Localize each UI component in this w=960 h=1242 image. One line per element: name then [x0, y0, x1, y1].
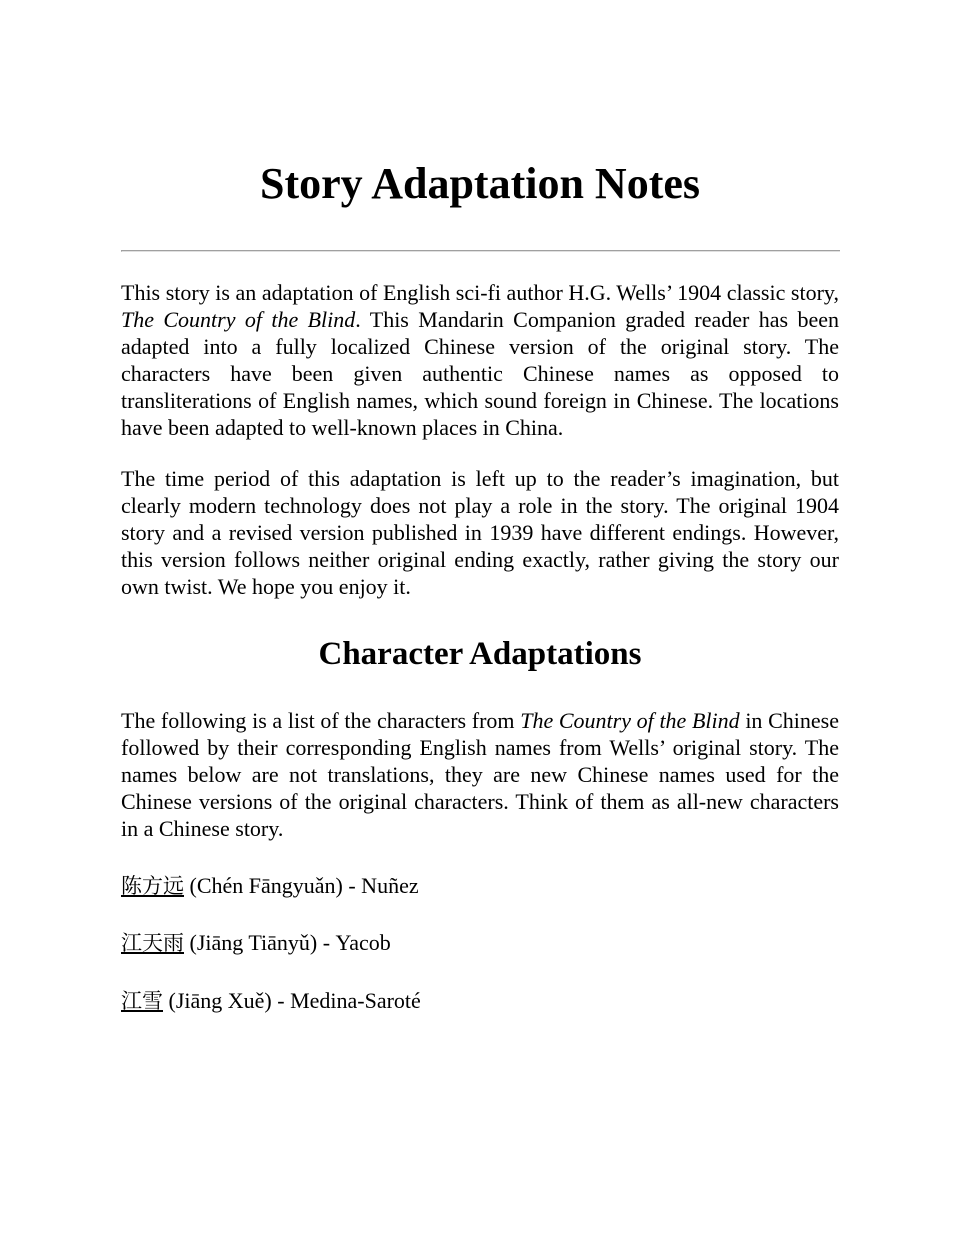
character-pinyin-english: (Chén Fāngyuǎn) - Nuñez: [184, 873, 419, 898]
characters-paragraph: [121, 707, 839, 842]
intro-p1-book-title: The Country of the Blind: [121, 307, 356, 332]
horizontal-divider: [121, 250, 840, 252]
character-pinyin-english: (Jiāng Xuě) - Medina-Saroté: [163, 988, 421, 1013]
intro-p1-text-end: . This Mandarin Companion graded reader has been adapted into a fully localized Chinese version of the original story. The characters have been given authentic Chinese names as opposed to transliterations of English names, which sound foreign in Chinese. The locations have been adapted to well-known places in China.: [121, 307, 839, 440]
characters-p-book-title: The Country of the Blind: [520, 708, 740, 733]
characters-p-text-end: in Chinese followed by their corresponding English names from Wells’ original story. The names below are not translations, they are new Chinese names used for the Chinese versions of the original characters. Think of them as all-new characters in a Chinese story.: [121, 708, 839, 841]
page-title: Story Adaptation Notes: [259, 159, 701, 208]
character-list-item: [121, 872, 839, 900]
intro-paragraph-2: The time period of this adaptation is left up to the reader’s imagination, but clearly modern technology does not play a role in the story. The original 1904 story and a revised version published in 1939 have different endings. However, this version follows neither original ending exactly, rather giving the story our own twist. We hope you enjoy it.: [121, 466, 839, 599]
intro-p1-text-start: This story is an adaptation of English sci-fi author H.G. Wells’ 1904 classic story,: [121, 280, 839, 305]
character-chinese-name-link[interactable]: 江天雨: [121, 931, 184, 955]
character-list-item: [121, 929, 839, 957]
character-pinyin-english: (Jiāng Tiānyǔ) - Yacob: [184, 930, 391, 955]
character-list-item: [121, 987, 839, 1015]
character-chinese-name-link[interactable]: 陈方远: [121, 874, 184, 898]
characters-p-text-start: The following is a list of the characters from: [121, 708, 521, 733]
character-chinese-name-link[interactable]: 江雪: [121, 989, 163, 1013]
section-heading: Character Adaptations: [318, 636, 642, 672]
intro-paragraph-1: [121, 279, 839, 441]
